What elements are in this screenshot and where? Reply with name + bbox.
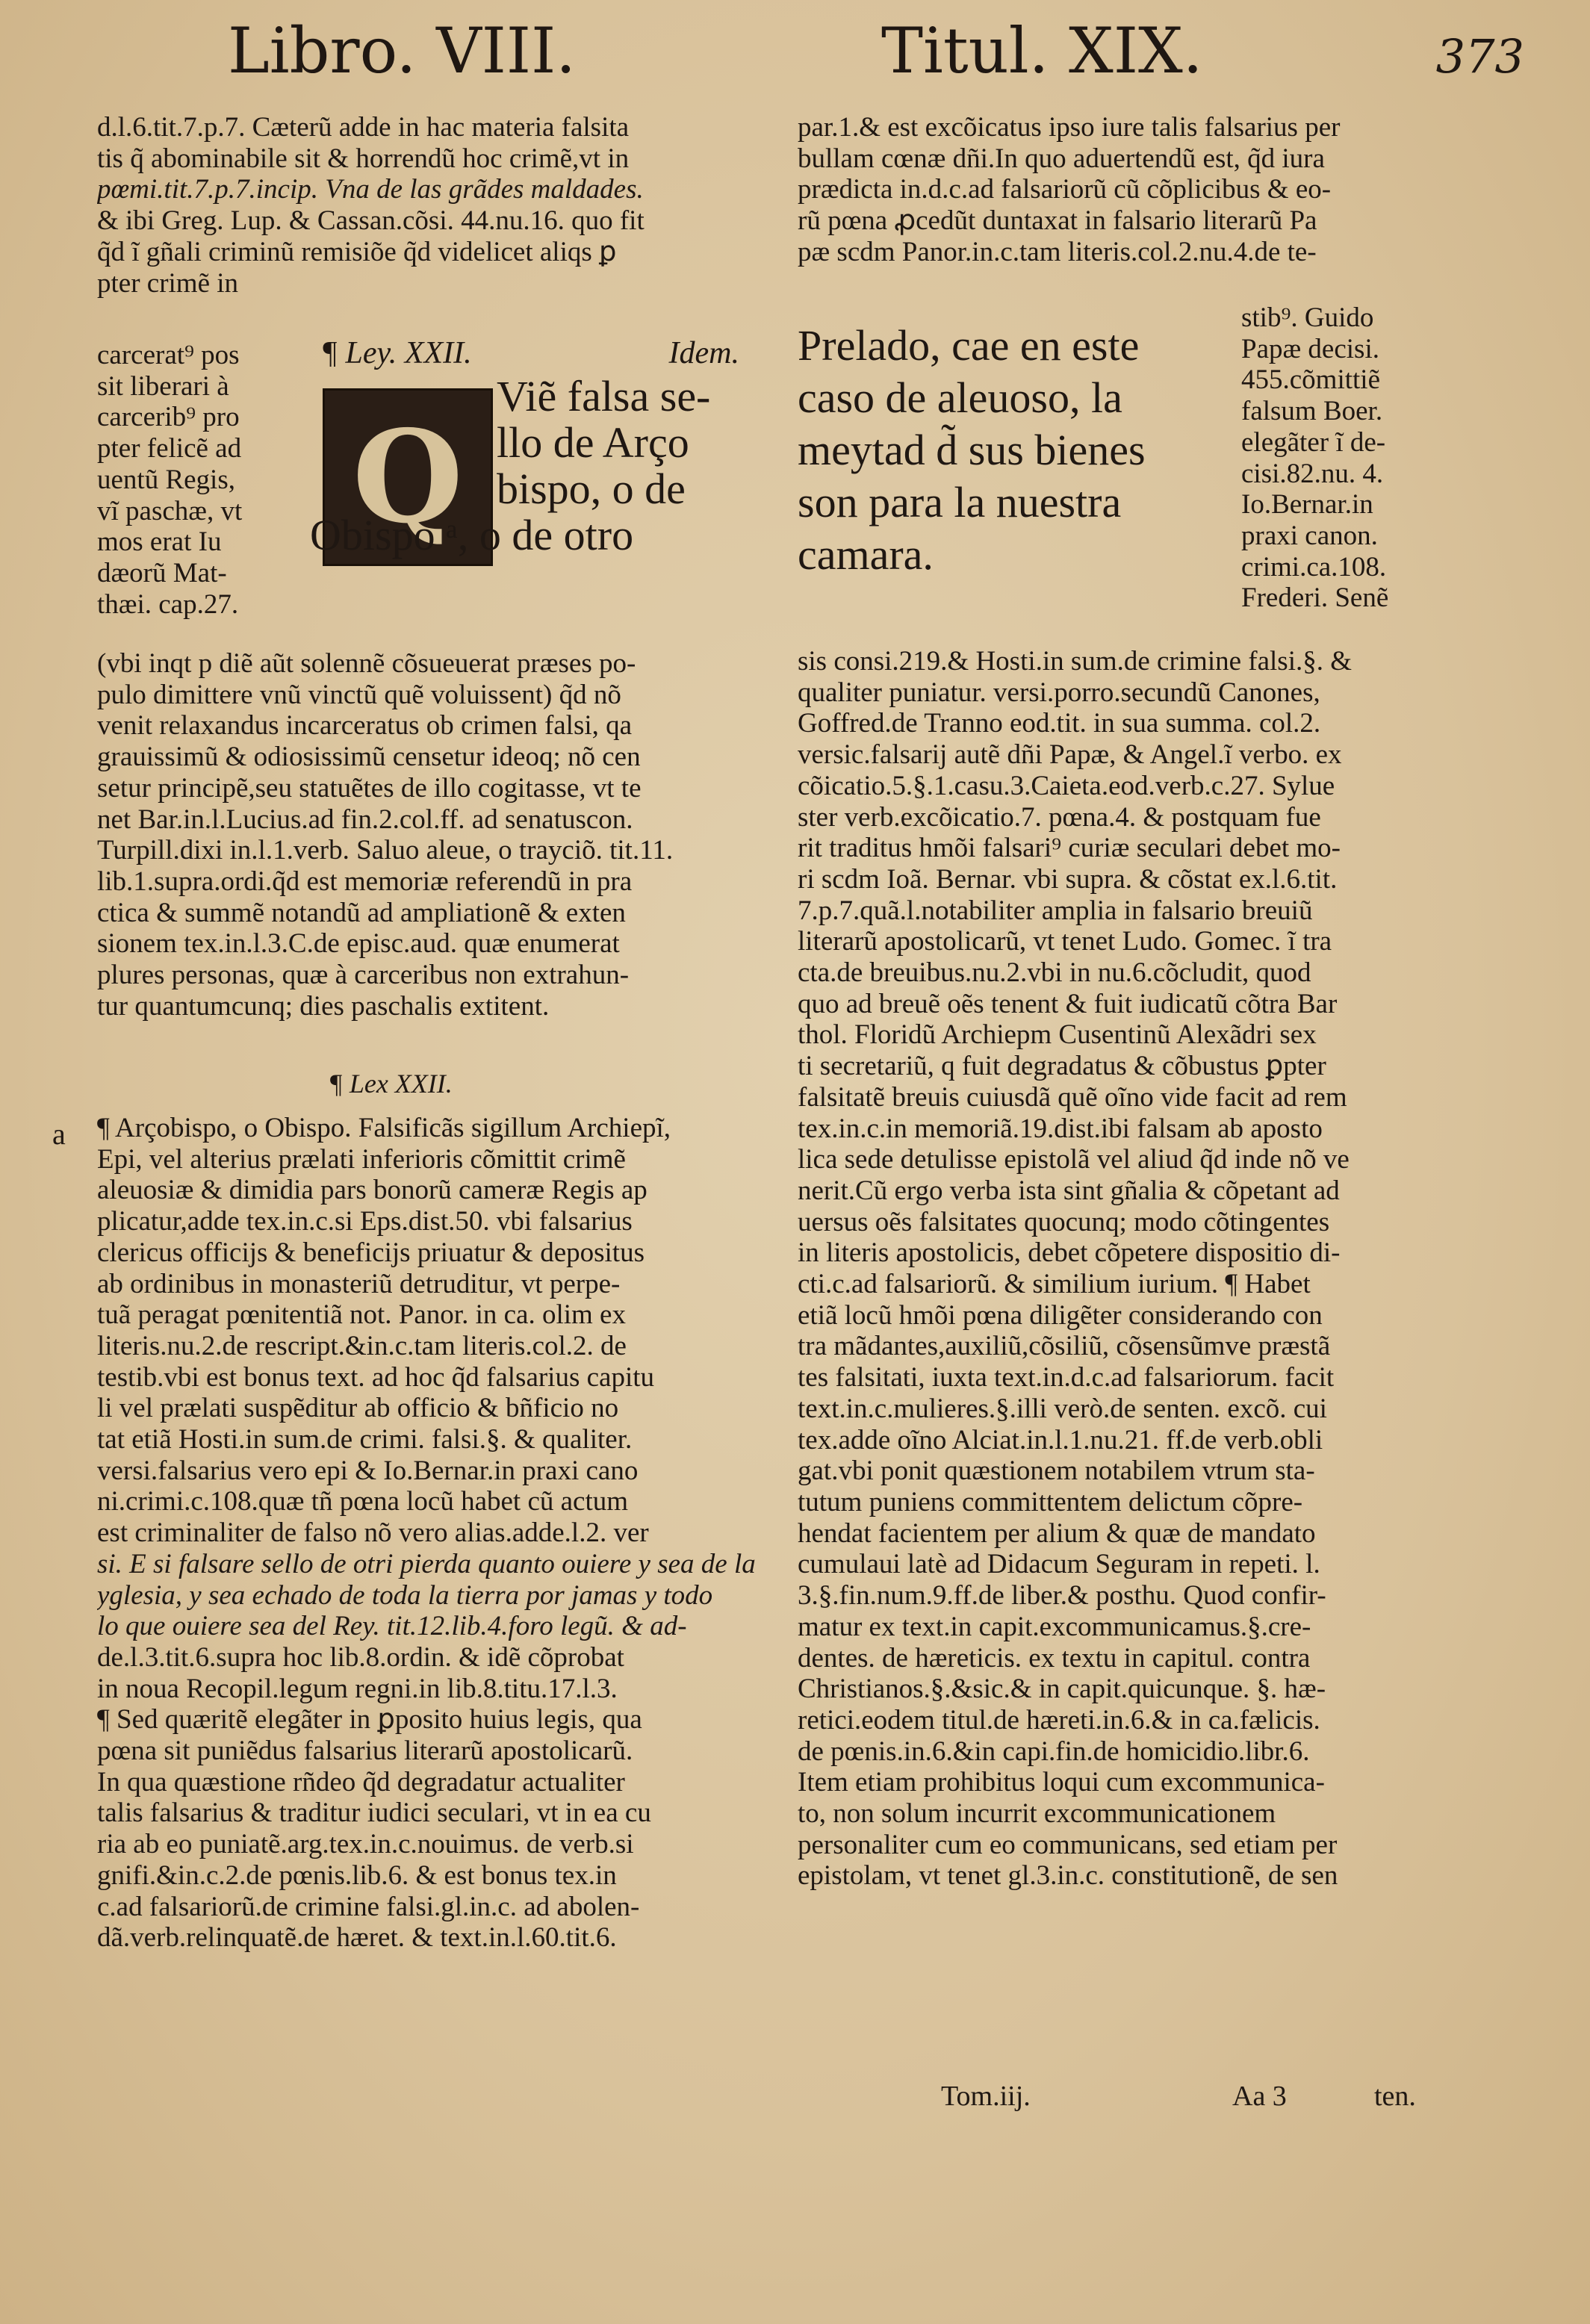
text-line: Christianos.§.&sic.& in capit.quicunque. §. hæ- (798, 1674, 1326, 1705)
text-line: si. E si falsare sello de otri pierda quanto ouiere y sea de la (97, 1548, 756, 1579)
text-line: ri scdm Ioã. Bernar. vbi supra. & cõstat ex.l.6.tit. (798, 863, 1338, 895)
law-text-continuation (798, 320, 1231, 603)
text-line: Goffred.de Tranno eod.tit. in sua summa. col.2. (798, 708, 1321, 739)
text-line: setur principẽ,seu statuẽtes de illo cogitasse, vt te (97, 772, 642, 804)
text-line: ¶ Arçobispo, o Obispo. Falsificãs sigillum Archiepĩ, (97, 1113, 671, 1143)
text-line: d.l.6.tit.7.p.7. Cæterũ adde in hac materia falsita (97, 112, 630, 143)
text-line: pter crimẽ in (97, 267, 239, 299)
text-line: to, non solum incurrit excommunicationem (798, 1798, 1276, 1830)
text-line: in noua Recopil.legum regni.in lib.8.titu.17.l.3. (97, 1673, 618, 1704)
text-line: ctica & summẽ notandũ ad ampliationẽ & exten (97, 897, 626, 928)
text-line: ab ordinibus in monasteriũ detruditur, vt perpe- (97, 1268, 621, 1299)
text-line: pter felicẽ ad (97, 433, 242, 465)
text-line: tur quantumcunq; dies paschalis extitent. (97, 990, 550, 1022)
signature-mark: Aa 3 (1232, 2081, 1287, 2112)
text-line: est criminaliter de falso nõ vero alias.adde.l.2. ver (97, 1517, 649, 1549)
text-line: thol. Floridũ Archiepm Cusentinũ Alexãdri sex (798, 1019, 1317, 1051)
text-line: tat etiã Hosti.in sum.de crimi. falsi.§. & qualiter. (97, 1424, 633, 1455)
text-line: carcerat⁹ pos (97, 340, 240, 370)
text-line: 7.p.7.quã.l.notabiliter amplia in falsario breuiũ (798, 895, 1313, 926)
text-line: clericus officijs & beneficijs priuatur & depositus (97, 1237, 645, 1268)
law-line: camara. (798, 530, 934, 579)
decorated-initial: Q (323, 388, 493, 566)
text-line: ster verb.excõicatio.7. pœna.4. & postquam fue (798, 801, 1321, 833)
text-line: cta.de breuibus.nu.2.vbi in nu.6.cõcludit, quod (798, 957, 1311, 989)
text-line: Epi, vel alterius prælati inferioris cõmittit crimẽ (97, 1143, 626, 1175)
text-line: pœna sit puniẽdus falsarius literarũ apostolicarũ. (97, 1736, 633, 1767)
text-line: cõicatio.5.§.1.casu.3.Caieta.eod.verb.c.27. Sylue (798, 770, 1335, 801)
text-line: rũ pœna ꝓcedũt duntaxat in falsario literarũ Pa (798, 205, 1317, 237)
law-line: Viẽ falsa se- (497, 372, 711, 420)
left-margin-note (97, 340, 306, 653)
left-gloss (97, 1113, 769, 1964)
law-line: Obispo ᵃ, o de otro (310, 511, 634, 559)
text-line: lo que ouiere sea del Rey. tit.12.lib.4.foro legũ. & ad- (97, 1611, 687, 1642)
text-line: nerit.Cũ ergo verba ista sint gñalia & cõpetant ad (798, 1175, 1340, 1206)
text-line: ria ab eo puniatẽ.arg.tex.in.c.nouimus. de verb.si (97, 1829, 634, 1860)
text-line: dentes. de hæreticis. ex textu in capitul. contra (798, 1642, 1311, 1674)
text-line: literarũ apostolicarũ, vt tenet Ludo. Gomec. ĩ tra (798, 926, 1332, 957)
folio-number: 373 (1435, 29, 1524, 84)
text-line: tex.in.c.in memoriã.19.dist.ibi falsam ab aposto (798, 1113, 1323, 1144)
text-line: sit liberari à (97, 370, 229, 402)
text-line: vĩ paschæ, vt (97, 495, 243, 526)
text-line: li vel prælati suspẽditur ab officio & bñficio no (97, 1393, 619, 1424)
text-line: versic.falsarij autẽ dñi Papæ, & Angel.ĩ verbo. ex (798, 739, 1342, 771)
text-line: qualiter puniatur. versi.porro.secundũ Canones, (798, 677, 1320, 708)
text-line: q̃d ĩ gñali criminũ remisiõe q̃d videlicet aliqs ꝑ (97, 236, 617, 267)
text-line: In qua quæstione rñdeo q̃d degradatur actualiter (97, 1766, 625, 1798)
law-number: ¶ Ley. XXII. (321, 336, 472, 370)
law-idem: Idem. (668, 336, 739, 370)
running-head (0, 13, 1590, 88)
text-line: thæi. cap.27. (97, 588, 239, 620)
text-line: aleuosiæ & dimidia pars bonorũ cameræ Regis ap (97, 1175, 648, 1206)
text-line: uentũ Regis, (97, 464, 235, 495)
catchword: ten. (1374, 2081, 1416, 2112)
text-line: pulo dimittere vnũ vinctũ quẽ voluissent) q̃d nõ (97, 679, 621, 710)
text-line: ¶ Sed quæritẽ elegãter in ꝑposito huius legis, qua (97, 1704, 642, 1736)
text-line: gnifi.&in.c.2.de pœnis.lib.6. & est bonus tex.in (97, 1859, 617, 1891)
text-line: testib.vbi est bonus text. ad hoc q̃d falsarius capitu (97, 1361, 655, 1393)
text-line: c.ad falsariorũ.de crimine falsi.gl.in.c. ad abolen- (97, 1891, 640, 1922)
text-line: crimi.ca.108. (1241, 551, 1387, 582)
law-line: llo de Arço (497, 418, 689, 467)
text-line: plures personas, quæ à carceribus non extrahun- (97, 960, 630, 991)
text-line: text.in.c.mulieres.§.illi verò.de senten. excõ. cui (798, 1393, 1327, 1424)
text-line: matur ex text.in capit.excommunicamus.§.cre- (798, 1611, 1311, 1642)
law-heading (321, 335, 739, 372)
text-line: de pœnis.in.6.&in capi.fin.de homicidio.libr.6. (798, 1736, 1310, 1767)
gloss-heading: ¶ Lex XXII. (329, 1069, 453, 1099)
law-line: caso de aleuoso, la (798, 373, 1122, 422)
text-line: uersus oẽs falsitates quocunq; modo cõtingentes (798, 1206, 1330, 1237)
right-column-body (798, 646, 1470, 2076)
law-text (310, 373, 758, 612)
text-line: falsum Boer. (1241, 396, 1383, 427)
text-line: personaliter cum eo communicans, sed etiam per (798, 1829, 1338, 1860)
text-line: pæ scdm Panor.in.c.tam literis.col.2.nu.4.de te- (798, 236, 1317, 267)
text-line: tuã peragat pœnitentiã not. Panor. in ca. olim ex (97, 1299, 626, 1331)
law-line: meytad d̃ sus bienes (798, 426, 1146, 474)
text-line: grauissimũ & odiosissimũ censetur ideoq; nõ cen (97, 742, 641, 773)
text-line: Papæ decisi. (1241, 333, 1379, 364)
text-line: sis consi.219.& Hosti.in sum.de crimine falsi.§. & (798, 646, 1353, 677)
text-line: cti.c.ad falsariorũ. & similium iurium. ¶ Habet (798, 1269, 1311, 1300)
text-line: lib.1.supra.ordi.q̃d est memoriæ referendũ in pra (97, 866, 633, 897)
note-marker: a (52, 1117, 66, 1151)
law-line: son para la nuestra (798, 478, 1122, 526)
volume-label: Tom.iij. (941, 2081, 1031, 2112)
text-line: net Bar.in.l.Lucius.ad fin.2.col.ff. ad senatuscon. (97, 804, 633, 835)
text-line: cumulaui latè ad Didacum Seguram in repeti. l. (798, 1549, 1320, 1580)
text-line: tes falsitati, iuxta text.in.d.c.ad falsariorum. facit (798, 1362, 1335, 1394)
text-line: gat.vbi ponit quæstionem notabilem vtrum sta- (798, 1455, 1315, 1487)
text-line: cisi.82.nu. 4. (1241, 458, 1384, 489)
law-line: bispo, o de (497, 465, 686, 513)
text-line: bullam cœnæ dñi.In quo aduertendũ est, q̃d iura (798, 143, 1325, 174)
text-line: epistolam, vt tenet gl.3.in.c. constitutionẽ, de sen (798, 1860, 1338, 1892)
text-line: prædicta in.d.c.ad falsariorũ cũ cõplicibus & eo- (798, 174, 1332, 205)
text-line: versi.falsarius vero epi & Io.Bernar.in praxi cano (97, 1455, 639, 1486)
text-line: Turpill.dixi in.l.1.verb. Saluo aleue, o trayciõ. tit.11. (97, 835, 674, 866)
right-margin-note (1241, 302, 1465, 646)
text-line: dã.verb.relinquatẽ.de hæret. & text.in.l.60.tit.6. (97, 1922, 617, 1954)
text-line: talis falsarius & traditur iudici seculari, vt in ea cu (97, 1798, 651, 1829)
text-line: tex.adde oĩno Alciat.in.l.1.nu.21. ff.de verb.obli (798, 1424, 1323, 1455)
text-line: ti secretariũ, q fuit degradatus & cõbustus ꝑpter (798, 1051, 1326, 1082)
left-column-continuation (97, 648, 769, 1037)
text-line: quo ad breuẽ oẽs tenent & fuit iudicatũ cõtra Bar (798, 988, 1338, 1019)
running-head-title: Titul. XIX. (881, 14, 1203, 87)
text-line: tra mãdantes,auxiliũ,cõsiliũ, cõsensũmve præstã (798, 1331, 1331, 1362)
running-head-book: Libro. VIII. (228, 14, 576, 87)
text-line: praxi canon. (1241, 520, 1378, 551)
text-line: hendat facientem per alium & quæ de mandato (798, 1517, 1316, 1549)
text-line: elegãter ĩ de- (1241, 426, 1386, 458)
text-line: retici.eodem titul.de hæreti.in.6.& in ca.fælicis. (798, 1704, 1320, 1736)
text-line: & ibi Greg. Lup. & Cassan.cõsi. 44.nu.16. quo fit (97, 205, 645, 237)
text-line: literis.nu.2.de rescript.&in.c.tam literis.col.2. de (97, 1330, 627, 1361)
text-line: yglesia, y sea echado de toda la tierra por jamas y todo (97, 1579, 713, 1611)
text-line: tutum puniens committentem delictum cõpre- (798, 1486, 1303, 1517)
text-line: rit traditus hmõi falsari⁹ curiæ seculari debet mo- (798, 833, 1341, 864)
text-line: stib⁹. Guido (1241, 302, 1374, 333)
text-line: falsitatẽ breuis cuiusdã quẽ oĩno vide facit ad rem (798, 1081, 1347, 1113)
text-line: lica sede detulisse epistolã vel aliud q̃d inde nõ ve (798, 1144, 1350, 1175)
text-line: dæorũ Mat- (97, 557, 227, 588)
text-line: venit relaxandus incarceratus ob crimen falsi, qa (97, 710, 633, 742)
signature-line (941, 2079, 1434, 2113)
text-line: (vbi inqt p diẽ aũt solennẽ cõsueuerat præses po- (97, 648, 636, 679)
text-line: pœmi.tit.7.p.7.incip. Vna de las grãdes maldades. (97, 174, 644, 205)
text-line: 455.cõmittiẽ (1241, 364, 1380, 396)
text-line: de.l.3.tit.6.supra hoc lib.8.ordin. & idẽ cõprobat (97, 1641, 624, 1673)
law-line: Prelado, cae en este (798, 321, 1140, 370)
text-line: plicatur,adde tex.in.c.si Eps.dist.50. vbi falsarius (97, 1206, 633, 1237)
text-line: 3.§.fin.num.9.ff.de liber.& posthu. Quod confir- (798, 1580, 1326, 1612)
text-line: tis q̃ abominabile sit & horrendũ hoc crimẽ,vt in (97, 143, 630, 174)
text-line: mos erat Iu (97, 526, 222, 558)
text-line: Item etiam prohibitus loqui cum excommunica- (798, 1767, 1325, 1798)
left-column-top (97, 112, 769, 306)
text-line: sionem tex.in.l.3.C.de episc.aud. quæ enumerat (97, 928, 620, 960)
text-line: Io.Bernar.in (1241, 489, 1373, 521)
text-line: ni.crimi.c.108.quæ tñ pœna locũ habet cũ actum (97, 1486, 629, 1517)
text-line: etiã locũ hmõi pœna diligẽter considerando con (798, 1299, 1323, 1331)
text-line: par.1.& est excõicatus ipso iure talis falsarius per (798, 112, 1341, 143)
text-line: in literis apostolicis, debet cõpetere dispositio di- (798, 1237, 1341, 1269)
text-line: carcerib⁹ pro (97, 402, 240, 433)
text-line: Frederi. Senẽ (1241, 582, 1389, 614)
right-column-top (798, 112, 1470, 276)
